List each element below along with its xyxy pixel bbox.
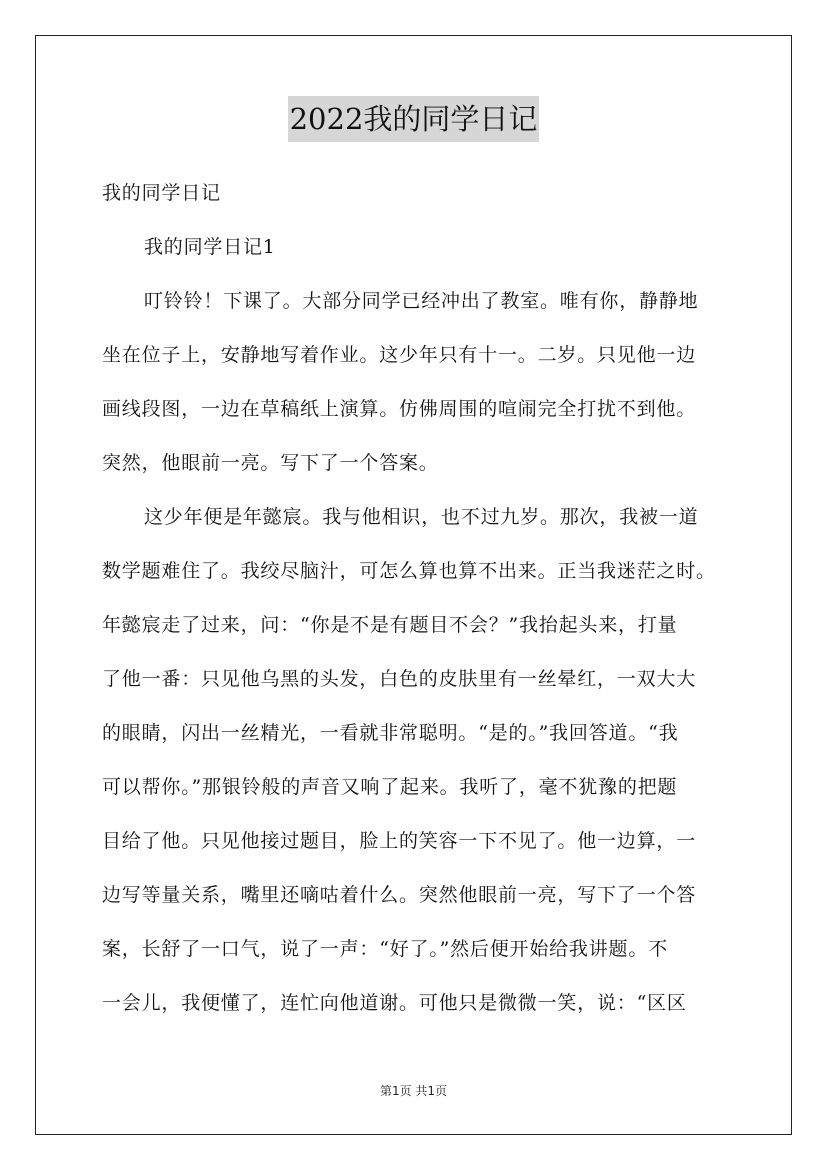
paragraph-line: 数学题难住了。我绞尽脑汁，可怎么算也算不出来。正当我迷茫之时。 <box>102 560 716 582</box>
paragraph-line: 可以帮你。”那银铃般的声音又响了起来。我听了，毫不犹豫的把题 <box>102 776 678 798</box>
paragraph-line: 突然，他眼前一亮。写下了一个答案。 <box>102 452 439 474</box>
paragraph-line: 边写等量关系，嘴里还嘀咕着什么。突然他眼前一亮，写下了一个答 <box>102 884 697 906</box>
paragraph-line: 画线段图，一边在草稿纸上演算。仿佛周围的喧闹完全打扰不到他。 <box>102 398 697 420</box>
document-title: 2022我的同学日记 <box>288 96 540 142</box>
title-container <box>0 96 827 142</box>
paragraph-line: 案，长舒了一口气，说了一声：“好了。”然后便开始给我讲题。不 <box>102 938 668 960</box>
heading-line: 我的同学日记 <box>102 182 221 204</box>
paragraph-line: 了他一番：只见他乌黑的头发，白色的皮肤里有一丝晕红，一双大大 <box>102 668 697 690</box>
page-number-footer: 第1页 共1页 <box>379 1084 448 1098</box>
paragraph-line: 目给了他。只见他接过题目，脸上的笑容一下不见了。他一边算，一 <box>102 830 697 852</box>
paragraph-line: 的眼睛，闪出一丝精光，一看就非常聪明。“是的。”我回答道。“我 <box>102 722 679 744</box>
document-body <box>102 166 742 1030</box>
subheading-line: 我的同学日记1 <box>144 236 276 258</box>
paragraph-line: 这少年便是年懿宸。我与他相识，也不过九岁。那次，我被一道 <box>144 506 699 528</box>
paragraph-line: 坐在位子上，安静地写着作业。这少年只有十一。二岁。只见他一边 <box>102 344 697 366</box>
paragraph-line: 一会儿，我便懂了，连忙向他道谢。可他只是微微一笑，说：“区区 <box>102 992 687 1014</box>
paragraph-line: 叮铃铃！下课了。大部分同学已经冲出了教室。唯有你，静静地 <box>144 290 699 312</box>
paragraph-line: 年懿宸走了过来，问：“你是不是有题目不会？”我抬起头来，打量 <box>102 614 678 636</box>
